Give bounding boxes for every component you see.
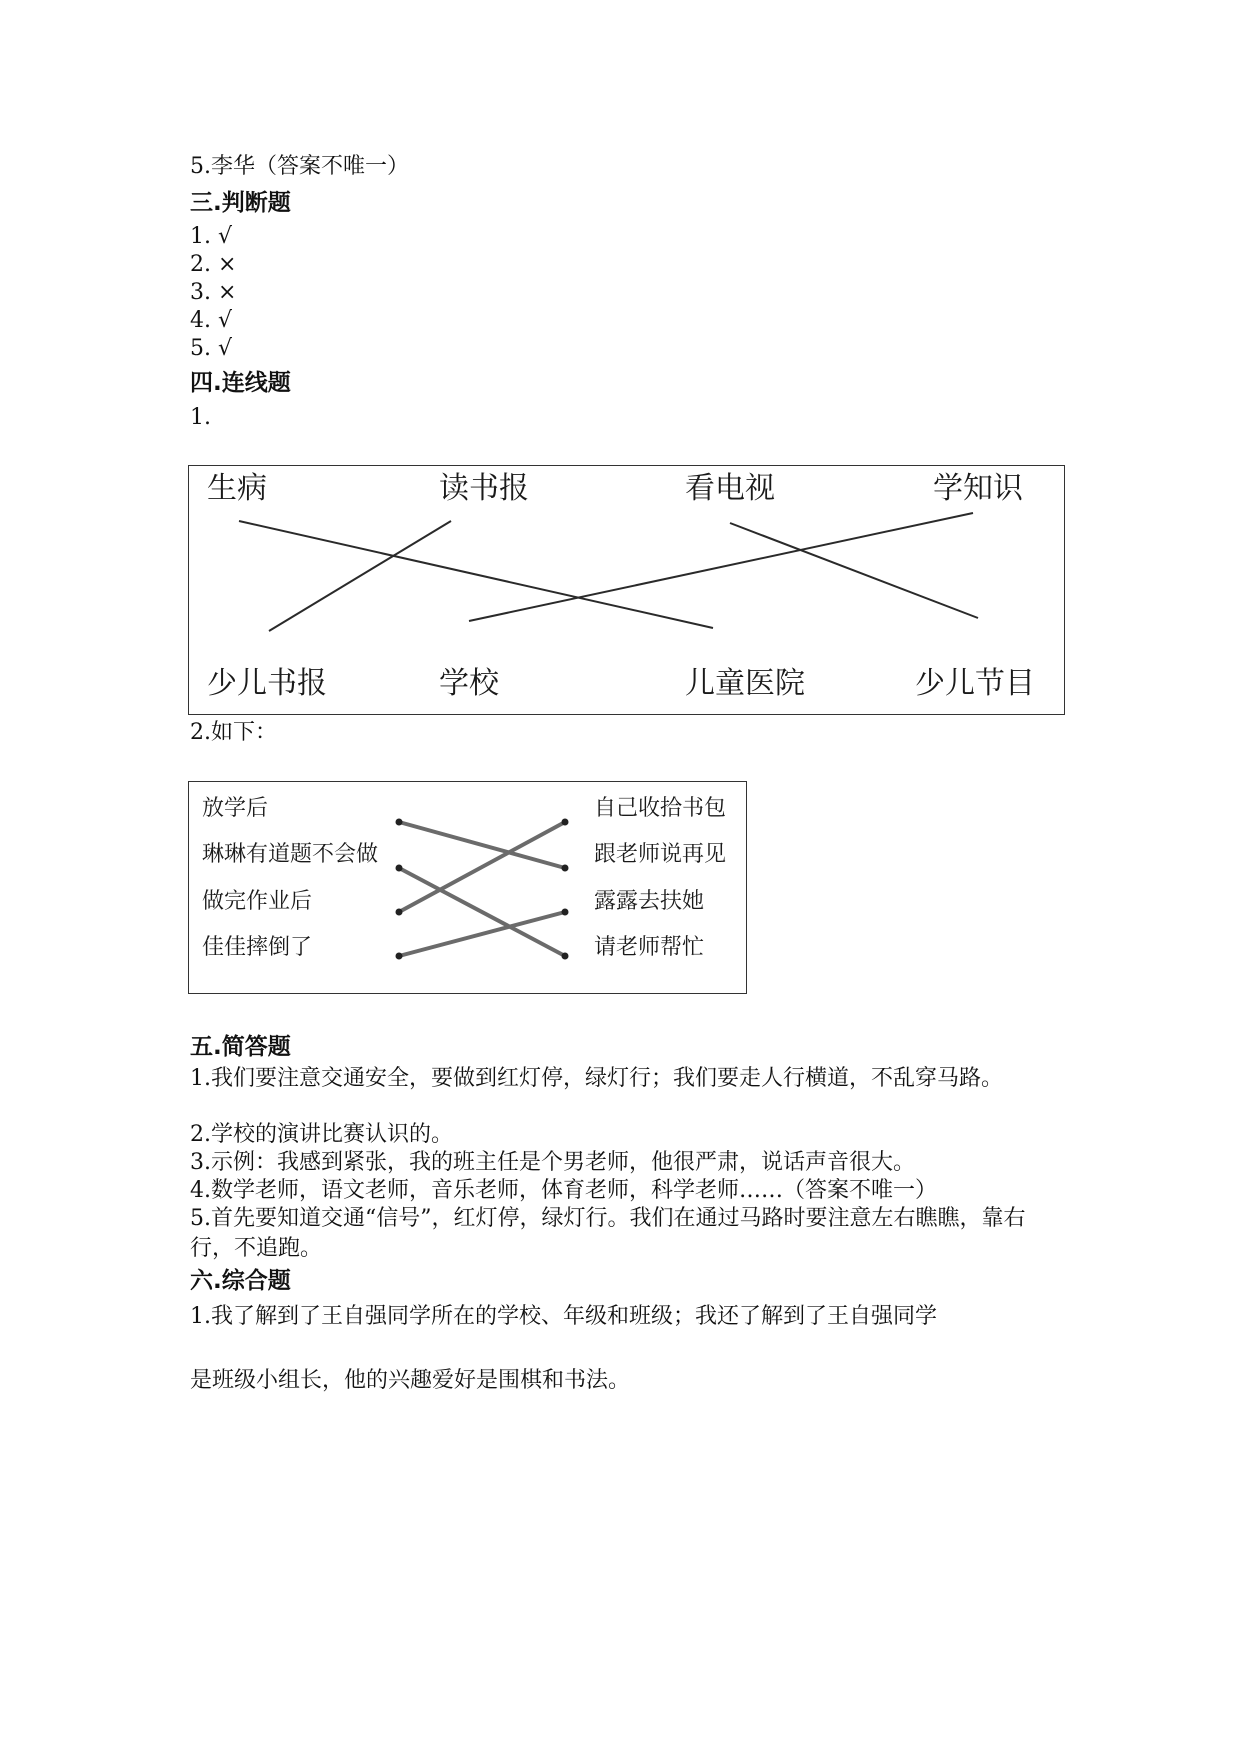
matching-q1-label: 1. — [190, 405, 211, 430]
connector-line — [399, 868, 565, 956]
connector-dot — [396, 865, 403, 872]
connector-dot — [562, 953, 569, 960]
judgement-item-5: 5. √ — [190, 336, 233, 361]
right-label-3: 露露去扶她 — [594, 889, 705, 914]
bottom-label-4: 少儿节目 — [915, 666, 1035, 701]
connector-line — [399, 822, 565, 868]
connector-line — [239, 521, 713, 628]
connector-line — [269, 521, 451, 631]
short-answer-2: 2.学校的演讲比赛认识的。 — [190, 1122, 453, 1147]
answer-5-text: 5.李华（答案不唯一） — [190, 154, 409, 179]
connector-dot — [396, 953, 403, 960]
connector-line — [399, 912, 565, 956]
right-label-1: 自己收拾书包 — [594, 796, 727, 821]
section-3-heading: 三.判断题 — [190, 190, 291, 216]
top-label-2: 读书报 — [439, 471, 529, 506]
matching-q2-label: 2.如下： — [190, 720, 277, 745]
top-label-4: 学知识 — [933, 471, 1023, 506]
bottom-label-3: 儿童医院 — [685, 666, 805, 701]
left-label-1: 放学后 — [202, 796, 269, 821]
section-5-heading: 五.简答题 — [190, 1034, 291, 1060]
connector-dot — [562, 865, 569, 872]
short-answer-1: 1.我们要注意交通安全，要做到红灯停，绿灯行；我们要走人行横道，不乱穿马路。 — [190, 1066, 1003, 1091]
connector-dot — [562, 819, 569, 826]
bottom-label-1: 少儿书报 — [207, 666, 327, 701]
matching-diagram-2 — [188, 781, 747, 994]
comprehensive-answer-line-2: 是班级小组长，他的兴趣爱好是围棋和书法。 — [190, 1368, 631, 1393]
judgement-item-2: 2. × — [190, 252, 237, 277]
bottom-label-2: 学校 — [439, 666, 499, 701]
matching-diagram-1 — [188, 465, 1065, 715]
section-4-heading: 四.连线题 — [190, 370, 291, 396]
left-label-4: 佳佳摔倒了 — [202, 935, 313, 960]
left-label-3: 做完作业后 — [202, 889, 313, 914]
right-label-4: 请老师帮忙 — [594, 935, 705, 960]
connector-dot — [562, 909, 569, 916]
short-answer-3: 3.示例：我感到紧张，我的班主任是个男老师，他很严肃，说话声音很大。 — [190, 1150, 915, 1175]
judgement-item-4: 4. √ — [190, 308, 233, 333]
section-6-heading: 六.综合题 — [190, 1268, 291, 1294]
connector-dot — [396, 909, 403, 916]
short-answer-4: 4.数学老师，语文老师，音乐老师，体育老师，科学老师……（答案不唯一） — [190, 1178, 937, 1203]
connector-line — [469, 513, 973, 621]
top-label-1: 生病 — [207, 471, 267, 506]
connector-line — [399, 822, 565, 912]
right-label-2: 跟老师说再见 — [594, 842, 727, 867]
judgement-item-1: 1. √ — [190, 224, 233, 249]
connector-line — [730, 523, 978, 618]
comprehensive-answer-line-1: 1.我了解到了王自强同学所在的学校、年级和班级；我还了解到了王自强同学 — [190, 1304, 937, 1329]
short-answer-5: 5.首先要知道交通“信号”，红灯停，绿灯行。我们在通过马路时要注意左右瞧瞧，靠右行，不追跑。 — [190, 1206, 1026, 1261]
connector-dot — [396, 819, 403, 826]
left-label-2: 琳琳有道题不会做 — [202, 842, 379, 867]
judgement-item-3: 3. × — [190, 280, 237, 305]
top-label-3: 看电视 — [685, 471, 775, 506]
